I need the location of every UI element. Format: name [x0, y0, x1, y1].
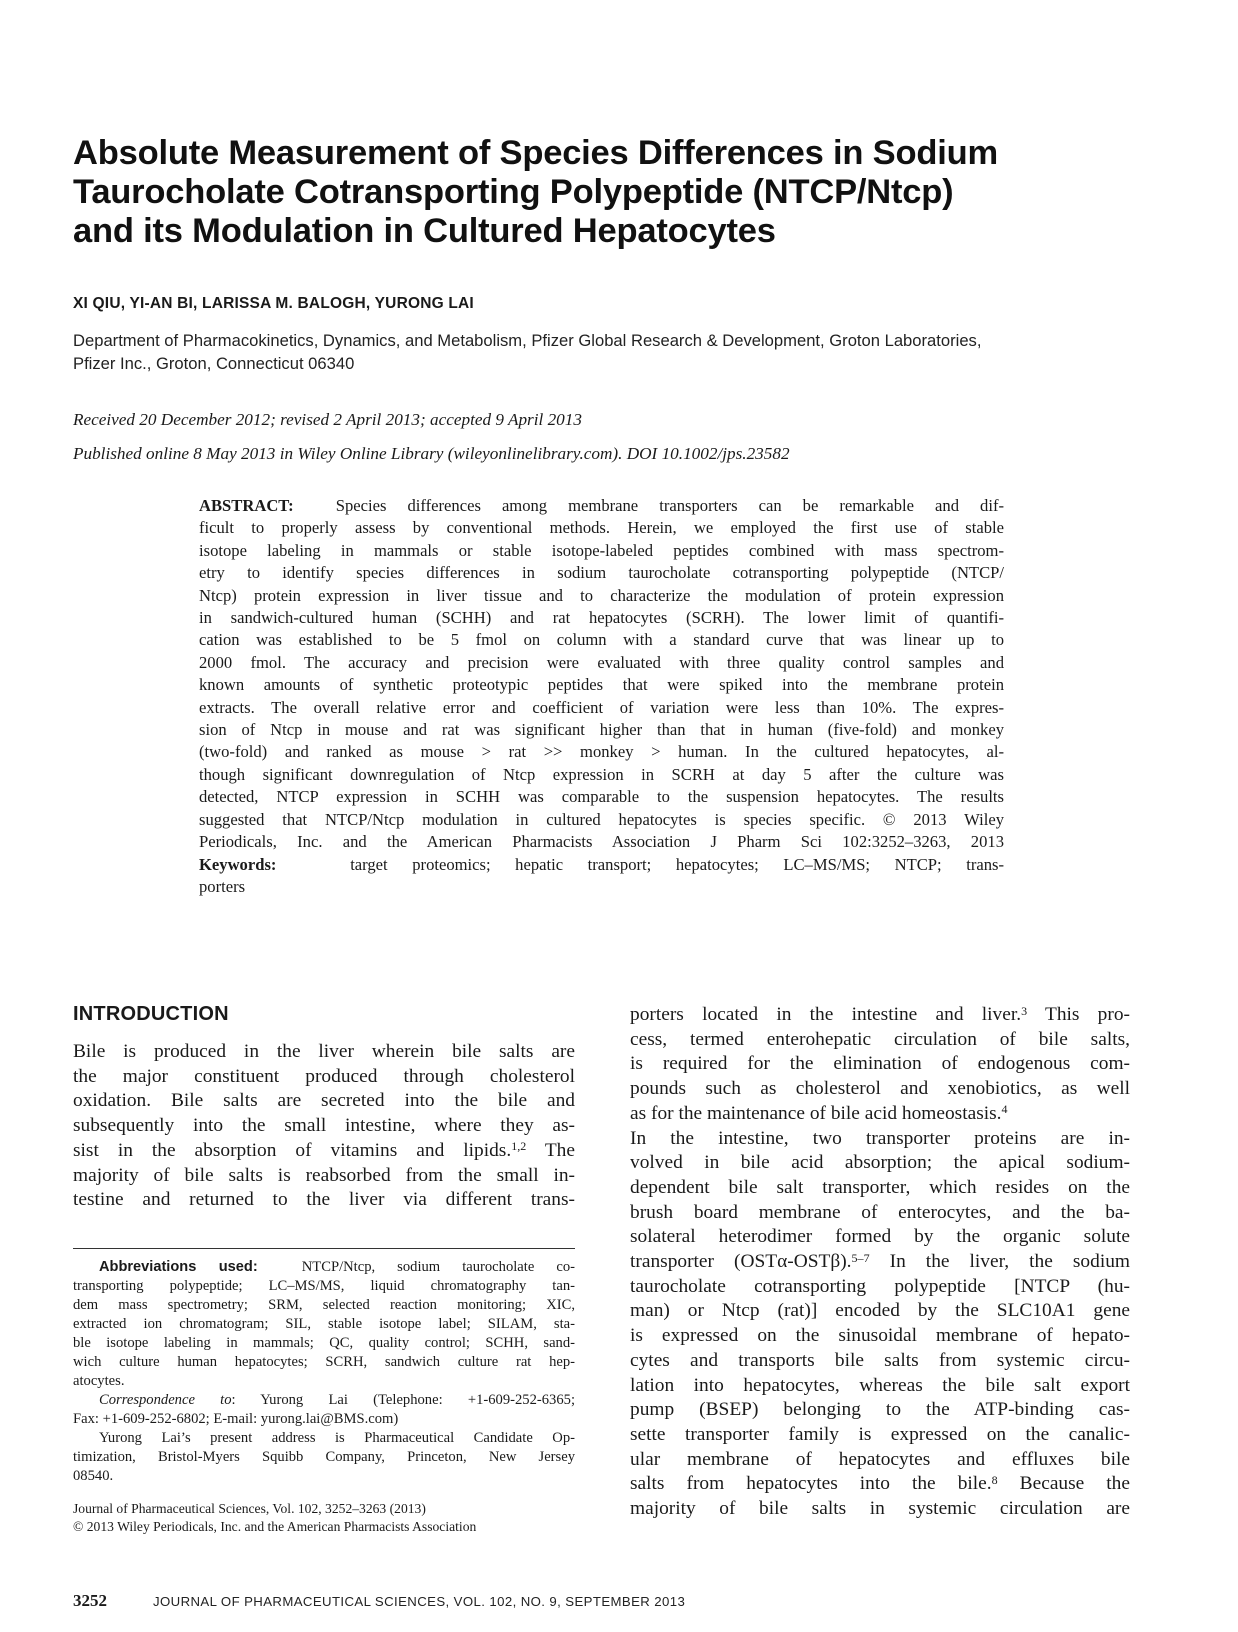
footnote-line: Yurong Lai’s present address is Pharmaceutical Candidate Op- — [99, 1430, 575, 1446]
affiliation-line: Department of Pharmacokinetics, Dynamics, and Metabolism, Pfizer Global Research & Development, Groton Laboratories, — [73, 331, 982, 350]
body-line: majority of bile salts in systemic circulation are — [630, 1498, 1130, 1520]
citation: 1,2 — [511, 1139, 527, 1154]
abstract-label: ABSTRACT: — [199, 496, 294, 515]
body-text: salts from hepatocytes into the bile. — [630, 1473, 992, 1495]
body-line: is expressed on the sinusoidal membrane of hepato- — [630, 1325, 1130, 1347]
citation: 5–7 — [851, 1250, 870, 1265]
footnote-line: wich culture human hepatocytes; SCRH, sandwich culture rat hep- — [73, 1354, 575, 1370]
footnote-line — [73, 1258, 575, 1277]
title-line: Absolute Measurement of Species Differences in Sodium — [73, 134, 998, 172]
abbreviations-label: Abbreviations used: — [99, 1259, 258, 1275]
body-line — [630, 1003, 1130, 1028]
body-line — [630, 1102, 1130, 1127]
intro-paragraph — [73, 1040, 575, 1213]
footnote-line: transporting polypeptide; LC–MS/MS, liquid chromatography tan- — [73, 1278, 575, 1294]
abstract-line: Periodicals, Inc. and the American Pharmacists Association J Pharm Sci 102:3252–3263, 2013 — [199, 832, 1004, 852]
body-line: lation into hepatocytes, whereas the bile salt export — [630, 1374, 1130, 1396]
abstract-line: (two-fold) and ranked as mouse > rat >> monkey > human. In the cultured hepatocytes, al- — [199, 742, 1004, 762]
abstract-line: though significant downregulation of Ntcp expression in SCRH at day 5 after the culture was — [199, 764, 1004, 784]
footnote-line: ble isotope labeling in mammals; QC, quality control; SCHH, sand- — [73, 1335, 575, 1351]
body-line: pump (BSEP) belonging to the ATP-binding cas- — [630, 1399, 1130, 1421]
footnote-text: NTCP/Ntcp, sodium taurocholate co- — [301, 1259, 575, 1275]
body-line: subsequently into the small intestine, where they as- — [73, 1115, 575, 1137]
footnote-divider — [73, 1248, 575, 1249]
body-text: This pro- — [1027, 1004, 1130, 1025]
journal-citation — [73, 1500, 476, 1536]
affiliation-line: Pfizer Inc., Groton, Connecticut 06340 — [73, 354, 355, 373]
body-text: Because the — [997, 1473, 1130, 1495]
abstract-text: Species differences among membrane transporters can be remarkable and dif- — [335, 496, 1005, 515]
page-number: 3252 — [73, 1591, 107, 1610]
abstract-line: Ntcp) protein expression in liver tissue and to characterize the modulation of protein expression — [199, 585, 1004, 605]
footnote-line: timization, Bristol-Myers Squibb Company, Princeton, New Jersey — [73, 1449, 575, 1465]
footnote-line — [73, 1391, 575, 1410]
footnote-line: extracted ion chromatogram; SIL, stable isotope label; SILAM, sta- — [73, 1316, 575, 1332]
citation: 8 — [991, 1472, 998, 1487]
body-line: majority of bile salts is reabsorbed from the small in- — [73, 1164, 575, 1186]
title-line: Taurocholate Cotransporting Polypeptide (NTCP/Ntcp) — [73, 173, 954, 211]
abstract-line: sion of Ntcp in mouse and rat was significant higher than that in human (five-fold) and monkey — [199, 720, 1004, 740]
citation: 4 — [1001, 1102, 1008, 1117]
journal-citation-line: Journal of Pharmaceutical Sciences, Vol. 102, 3252–3263 (2013) — [73, 1501, 426, 1516]
body-line: taurocholate cotransporting polypeptide [NTCP (hu- — [630, 1275, 1130, 1297]
body-text: sist in the absorption of vitamins and lipids. — [73, 1139, 512, 1161]
section-heading: INTRODUCTION — [73, 1003, 229, 1025]
body-text: transporter (OSTα-OSTβ). — [630, 1251, 852, 1273]
paper-title — [73, 134, 1073, 251]
abstract-line: etry to identify species differences in sodium taurocholate cotransporting polypeptide (NTCP/ — [199, 563, 1004, 583]
abstract-line: known amounts of synthetic proteotypic peptides that were spiked into the membrane protein — [199, 675, 1004, 695]
body-line: cess, termed enterohepatic circulation of bile salts, — [630, 1028, 1130, 1050]
body-line: cytes and transports bile salts from systemic circu- — [630, 1349, 1130, 1371]
keywords-line: porters — [199, 876, 246, 896]
footnote-line: Fax: +1-609-252-6802; E-mail: yurong.lai@BMS.com) — [73, 1411, 399, 1427]
body-line: ular membrane of hepatocytes and effluxes bile — [630, 1448, 1130, 1470]
abstract-line — [199, 495, 1004, 517]
correspondence-label: Correspondence to — [99, 1392, 232, 1408]
abstract — [199, 495, 1004, 898]
body-line: dependent bile salt transporter, which resides on the — [630, 1176, 1130, 1198]
body-line — [630, 1472, 1130, 1497]
running-footer: JOURNAL OF PHARMACEUTICAL SCIENCES, VOL. 102, NO. 9, SEPTEMBER 2013 — [153, 1594, 686, 1609]
body-line: is required for the elimination of endogenous com- — [630, 1053, 1130, 1075]
body-line: oxidation. Bile salts are secreted into the bile and — [73, 1090, 575, 1112]
intro-paragraph-right — [630, 1003, 1130, 1522]
abstract-line: cation was established to be 5 fmol on column with a standard curve that was linear up to — [199, 630, 1004, 650]
body-line — [630, 1250, 1130, 1275]
body-line: volved in bile acid absorption; the apical sodium- — [630, 1152, 1130, 1174]
footnote-line: atocytes. — [73, 1373, 125, 1389]
body-text: In the liver, the sodium — [869, 1251, 1130, 1273]
body-line: Bile is produced in the liver wherein bile salts are — [73, 1041, 575, 1062]
footnotes — [73, 1258, 575, 1486]
body-line: the major constituent produced through cholesterol — [73, 1065, 575, 1087]
footnote-line: dem mass spectrometry; SRM, selected reaction monitoring; XIC, — [73, 1297, 575, 1313]
keywords-text: target proteomics; hepatic transport; hepatocytes; LC–MS/MS; NTCP; trans- — [350, 854, 1004, 874]
abstract-line: ficult to properly assess by conventional methods. Herein, we employed the first use of stable — [199, 518, 1004, 538]
abstract-line: detected, NTCP expression in SCHH was comparable to the suspension hepatocytes. The results — [199, 787, 1004, 807]
title-line: and its Modulation in Cultured Hepatocytes — [73, 212, 776, 250]
abstract-line: 2000 fmol. The accuracy and precision were evaluated with three quality control samples and — [199, 652, 1004, 672]
body-line: In the intestine, two transporter proteins are in- — [630, 1127, 1130, 1149]
copyright-line: © 2013 Wiley Periodicals, Inc. and the American Pharmacists Association — [73, 1519, 477, 1534]
citation: 3 — [1021, 1003, 1028, 1018]
footnote-line: 08540. — [73, 1468, 114, 1484]
publication-info: Published online 8 May 2013 in Wiley Online Library (wileyonlinelibrary.com). DOI 10.1002/jps.23582 — [73, 444, 790, 463]
body-line — [73, 1139, 575, 1164]
received-dates: Received 20 December 2012; revised 2 April 2013; accepted 9 April 2013 — [73, 410, 582, 429]
body-line: testine and returned to the liver via different trans- — [73, 1189, 575, 1211]
body-line: sette transporter family is expressed on the canalic- — [630, 1423, 1130, 1445]
author-list: XI QIU, YI-AN BI, LARISSA M. BALOGH, YURONG LAI — [73, 295, 474, 312]
body-line: brush board membrane of enterocytes, and the ba- — [630, 1201, 1130, 1223]
abstract-line: suggested that NTCP/Ntcp modulation in cultured hepatocytes is species specific. © 2013 Wiley — [199, 809, 1004, 829]
keywords-line — [199, 854, 1004, 876]
body-text: porters located in the intestine and liver. — [630, 1004, 1022, 1025]
body-text: as for the maintenance of bile acid homeostasis. — [630, 1102, 1002, 1124]
body-text: The — [526, 1139, 575, 1161]
abstract-line: extracts. The overall relative error and coefficient of variation were less than 10%. The expres- — [199, 697, 1004, 717]
body-line: pounds such as cholesterol and xenobiotics, as well — [630, 1078, 1130, 1100]
abstract-line: in sandwich-cultured human (SCHH) and rat hepatocytes (SCRH). The lower limit of quantifi- — [199, 608, 1004, 628]
abstract-line: isotope labeling in mammals or stable isotope-labeled peptides combined with mass spectrom- — [199, 540, 1004, 560]
affiliation — [73, 329, 1173, 375]
body-line: solateral heterodimer formed by the organic solute — [630, 1226, 1130, 1248]
body-line: man) or Ntcp (rat)] encoded by the SLC10A1 gene — [630, 1300, 1130, 1322]
keywords-label: Keywords: — [199, 854, 277, 874]
footnote-text: : Yurong Lai (Telephone: +1-609-252-6365; — [231, 1392, 576, 1408]
